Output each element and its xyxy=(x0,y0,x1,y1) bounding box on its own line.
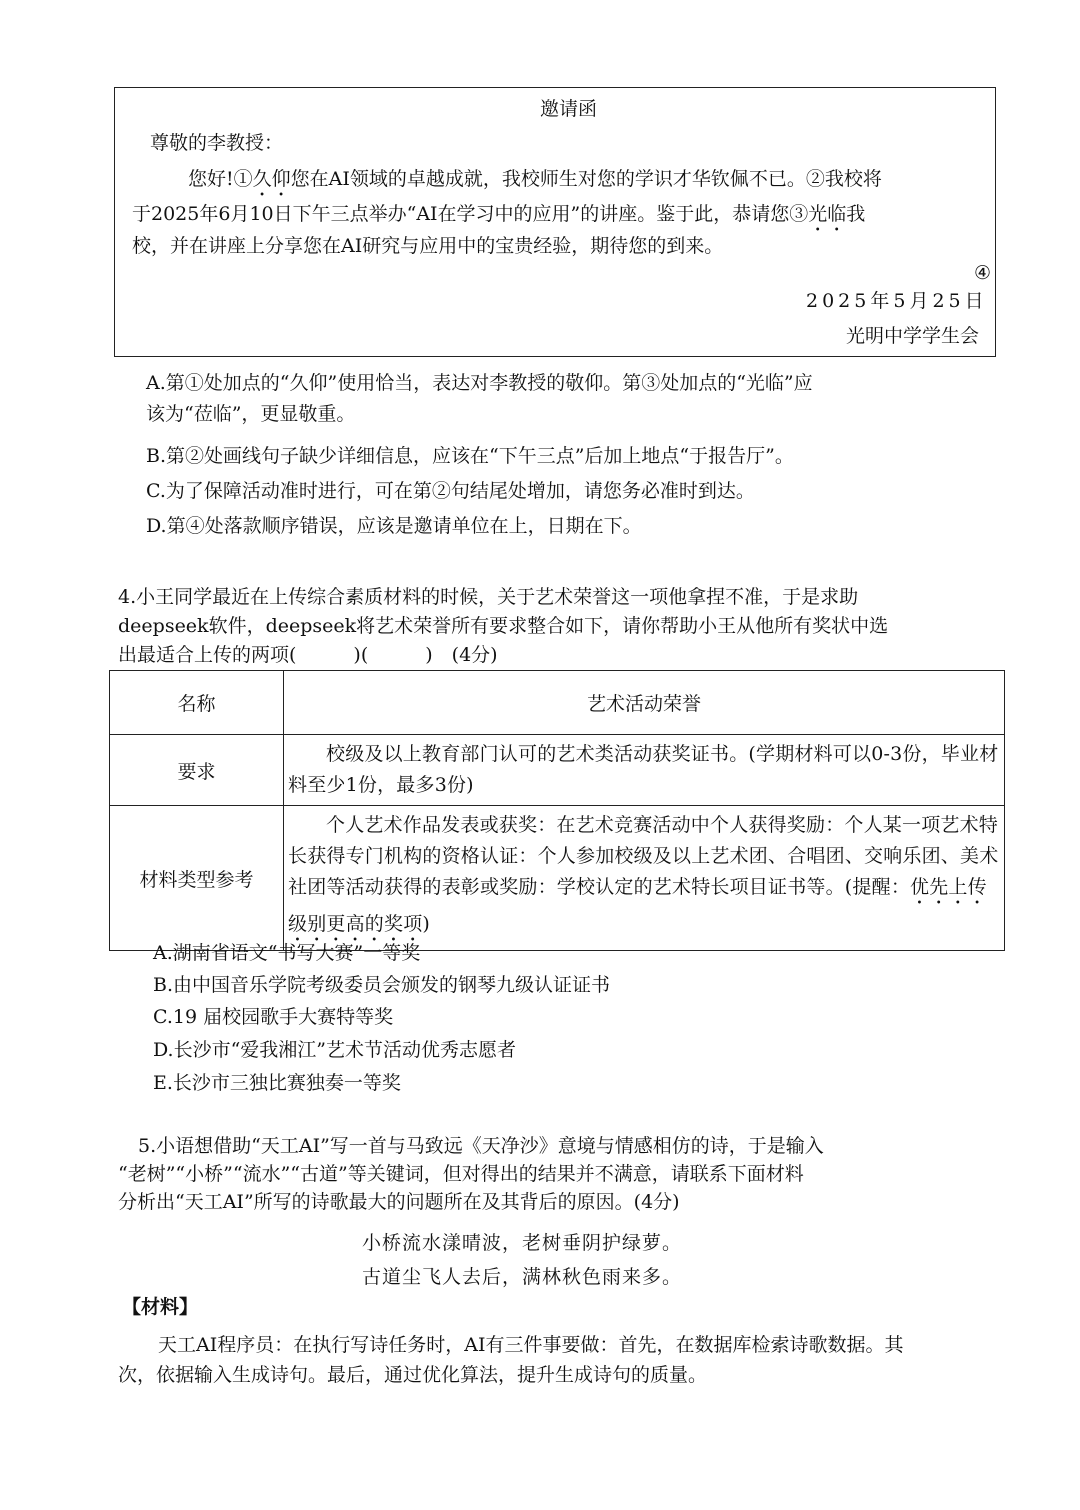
invitation-line-3: 校，并在讲座上分享您在AI研究与应用中的宝贵经验，期待您的到来。 xyxy=(132,235,724,257)
q5-line2: “老树”“小桥”“流水”“古道”等关键词，但对得出的结果并不满意，请联系下面材料 xyxy=(118,1163,804,1185)
line1-prefix: 您好!① xyxy=(188,168,253,190)
option-b: B.第②处画线句子缺少详细信息，应该在“下午三点”后加上地点“于报告厅”。 xyxy=(146,445,794,467)
invitation-title: 邀请函 xyxy=(540,98,598,120)
row-label-name: 名称 xyxy=(110,671,284,735)
q4-option-b: B.由中国音乐学院考级委员会颁发的钢琴九级认证证书 xyxy=(153,974,611,996)
line1-rest: 您在AI领域的卓越成就，我校师生对您的学识才华钦佩不已。②我校将 xyxy=(290,168,882,190)
invitation-date: 2025年5月25日 xyxy=(806,290,988,312)
row-value-material xyxy=(284,806,1005,951)
q4-option-a: A.湖南省语文“书写大赛”一等奖 xyxy=(153,942,421,964)
row-value-name: 艺术活动荣誉 xyxy=(284,671,1005,735)
marker-4: ④ xyxy=(974,262,992,284)
q4-line3: 出最适合上传的两项( )( ) (4分) xyxy=(118,644,498,666)
q4-line1: 4.小王同学最近在上传综合素质材料的时候，关于艺术荣誉这一项他拿捏不准，于是求助 xyxy=(118,586,859,608)
poem-line1: 小桥流水漾晴波，老树垂阴护绿萝。 xyxy=(362,1232,683,1254)
honor-table xyxy=(109,670,1005,951)
table-row xyxy=(110,671,1005,735)
material-close: ) xyxy=(422,913,431,935)
q4-line2: deepseek软件，deepseek将艺术荣誉所有要求整合如下，请你帮助小王从他所有奖状中选 xyxy=(118,615,889,637)
line2-prefix: 于2025年6月10日下午三点举办“AI在学习中的应用”的讲座。鉴于此，恭请您③ xyxy=(132,203,809,225)
material-line1: 天工AI程序员：在执行写诗任务时，AI有三件事要做：首先，在数据库检索诗歌数据。其 xyxy=(158,1334,904,1356)
option-c: C.为了保障活动准时进行，可在第②句结尾处增加，请您务必准时到达。 xyxy=(146,480,755,502)
row-value-requirement: 校级及以上教育部门认可的艺术类活动获奖证书。(学期材料可以0-3份，毕业材料至少1份，最多3份) xyxy=(284,735,1005,806)
line2-rest: 我 xyxy=(846,203,866,225)
table-row xyxy=(110,806,1005,951)
invitation-line-2 xyxy=(132,203,865,236)
row-label-material: 材料类型参考 xyxy=(110,806,284,951)
q4-option-d: D.长沙市“爱我湘江”艺术节活动优秀志愿者 xyxy=(153,1039,517,1061)
dotted-jiuyang: 久仰 xyxy=(252,168,291,190)
dotted-guanglin: 光临 xyxy=(808,203,847,225)
q5-line3: 分析出“天工AI”所写的诗歌最大的问题所在及其背后的原因。(4分) xyxy=(118,1191,680,1213)
material-line2: 次，依据输入生成诗句。最后，通过优化算法，提升生成诗句的质量。 xyxy=(118,1364,708,1386)
invitation-salutation: 尊敬的李教授： xyxy=(150,132,284,154)
poem-line2: 古道尘飞人去后，满林秋色雨来多。 xyxy=(362,1266,683,1288)
row-label-requirement: 要求 xyxy=(110,735,284,806)
material-text: 个人艺术作品发表或获奖：在艺术竞赛活动中个人获得奖励：个人某一项艺术特长获得专门机构的资格认证：个人参加校级及以上艺术团、合唱团、交响乐团、美术社团等活动获得的表彰或奖励：学校认定的艺术特长项目证书等。(提醒： xyxy=(288,814,999,898)
option-a-line1: A.第①处加点的“久仰”使用恰当，表达对李教授的敬仰。第③处加点的“光临”应 xyxy=(146,372,813,394)
q4-option-e: E.长沙市三独比赛独奏一等奖 xyxy=(153,1072,401,1094)
table-row xyxy=(110,735,1005,806)
material-header: 【材料】 xyxy=(122,1296,199,1318)
invitation-line-1 xyxy=(188,168,882,201)
q4-option-c: C.19 届校园歌手大赛特等奖 xyxy=(153,1006,394,1028)
q5-line1: 5.小语想借助“天工AI”写一首与马致远《天净沙》意境与情感相仿的诗，于是输入 xyxy=(138,1135,824,1157)
option-a-line2: 该为“莅临”，更显敬重。 xyxy=(146,403,356,425)
invitation-signature: 光明中学学生会 xyxy=(846,325,980,347)
dotted-reminder: 优先上传级别更高的奖项 xyxy=(288,876,987,935)
option-d: D.第④处落款顺序错误，应该是邀请单位在上，日期在下。 xyxy=(146,515,642,537)
